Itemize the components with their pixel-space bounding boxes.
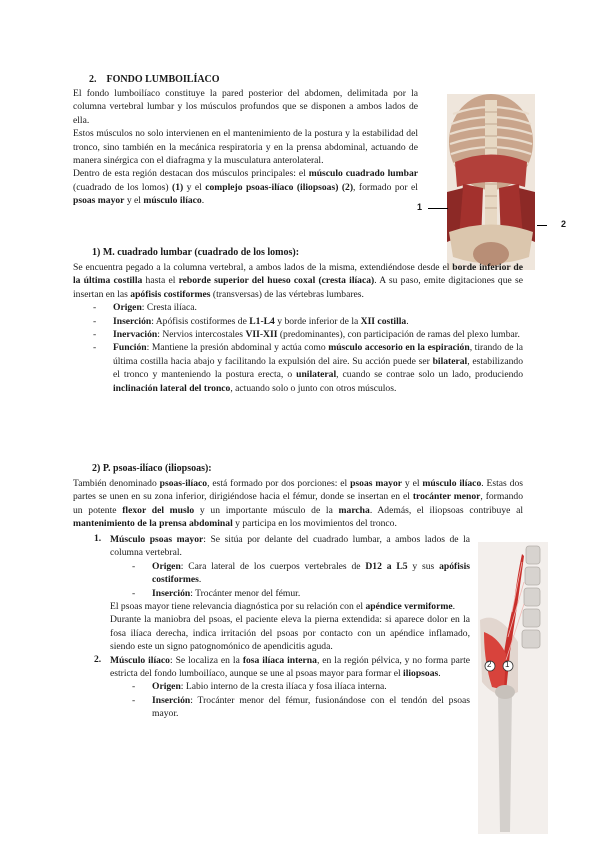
psoas-mayor-description: Músculo psoas mayor: Se sitúa por delante del cuadrado lumbar, a ambos lados de la columna vertebral. [110,534,471,559]
figure1-label-1: 1 [417,202,423,212]
posterior-wall-illustration [425,92,550,270]
iliaco-insercion: - Inserción: Trocánter menor del fémur, fusionándose con el tendón del psoas mayor. [130,694,470,721]
iliaco-description: Músculo ilíaco: Se localiza en la fosa ilíaca interna, en la región pélvica, y no forma parte estricta del fondo lumboilíaco, aunque se une al psoas mayor para formar el iliopsoas. [110,654,470,680]
list-number-1: 1. [94,533,102,544]
figure1-leader-line-1 [428,208,448,209]
anatomy-figure-iliopsoas [478,542,548,834]
section-title: FONDO LUMBOILÍACO [106,74,220,85]
psoas-maneuver-note: Durante la maniobra del psoas, el paciente eleva la pierna extendida: si aparece dolor en la fosa ilíaca derecha, indica irritación del psoas por contacto con un apéndice inflamado, siendo este un signo patognomónico de apendicitis aguda. [110,614,470,653]
section-number: 2. [89,74,97,85]
list-number-2: 2. [94,653,102,665]
cuadrado-lumbar-section [73,261,523,395]
cuadrado-insercion: - Inserción: Apófisis costiformes de L1-L4 y borde inferior de la XII costilla. [91,315,523,328]
section-heading [89,74,220,85]
intro-text [73,87,418,208]
cuadrado-attributes-list [91,301,523,395]
psoas-description: También denominado psoas-ilíaco, está formado por dos porciones: el psoas mayor y el músculo ilíaco. Estas dos partes se unen en su zona inferior, dirigiéndose hacia el fémur, donde se insertan en el trocánter menor, formando un potente flexor del muslo y un importante músculo de la marcha. Además, el iliopsoas contribuye al mantenimiento de la prensa abdominal y participa en los movimientos del tronco. [73,478,523,530]
figure1-leader-line-2 [537,225,547,226]
intro-paragraph-1: El fondo lumboilíaco constituye la pared posterior del abdomen, delimitada por la columna vertebral lumbar y los músculos profundos que se disponen a ambos lados de ella. [73,88,418,126]
intro-paragraph-2: Estos músculos no solo intervienen en el mantenimiento de la postura y la estabilidad del tronco, sino también en la mecánica respiratoria y en la prensa abdominal, actuando de manera sinérgica con el diafragma y la musculatura anterolateral. [73,128,418,167]
list-item-psoas-mayor [94,533,470,654]
subheading-cuadrado-lumbar: 1) M. cuadrado lumbar (cuadrado de los lomos): [92,247,300,258]
psoas-mayor-insercion: - Inserción: Trocánter menor del fémur. [130,587,470,600]
subheading-psoas-iliaco: 2) P. psoas-ilíaco (iliopsoas): [92,463,212,474]
psoas-intro [73,477,523,531]
figure2-label-2: 2 [487,660,492,669]
psoas-mayor-attributes [130,560,470,600]
cuadrado-origen: - Origen: Cresta ilíaca. [91,301,523,314]
iliaco-origen: - Origen: Labio interno de la cresta ilíaca y fosa ilíaca interna. [130,680,470,693]
cuadrado-inervacion: - Inervación: Nervios intercostales VII-XII (predominantes), con participación de ramas del plexo lumbar. [91,328,523,341]
list-item-musculo-iliaco [94,654,470,721]
anatomy-figure-posterior-wall [417,92,567,270]
iliaco-attributes [130,680,470,720]
psoas-components-list [94,533,470,721]
figure1-label-2: 2 [561,219,567,229]
figure2-label-1: 1 [505,660,510,669]
cuadrado-funcion: - Función: Mantiene la presión abdominal y actúa como músculo accesorio en la espiración, tirando de la última costilla hacia abajo y facilitando la expulsión del aire. Su acción puede ser bilateral, estabilizando el tronco y manteniendo la postura erecta, o unilateral, cuando se contrae solo un lado, produciendo inclinación lateral del tronco, actuando solo o junto con otros músculos. [91,341,523,395]
cuadrado-description: Se encuentra pegado a la columna vertebral, a ambos lados de la misma, extendiéndose desde el borde inferior de la última costilla hasta el reborde superior del hueso coxal (cresta ilíaca). A su paso, emite digitaciones que se insertan en las apófisis costiformes (transversas) de las vértebras lumbares. [73,262,523,300]
psoas-mayor-diagnostic-note: El psoas mayor tiene relevancia diagnóstica por su relación con el apéndice vermiforme. [110,601,456,613]
intro-paragraph-3: Dentro de esta región destacan dos músculos principales: el músculo cuadrado lumbar (cuadrado de los lomos) (1) y el complejo psoas-ilíaco (iliopsoas) (2), formado por el psoas mayor y el músculo ilíaco. [73,168,418,207]
iliopsoas-illustration [478,542,548,834]
psoas-mayor-origen: - Origen: Cara lateral de los cuerpos vertebrales de D12 a L5 y sus apófisis costiformes. [130,560,470,587]
